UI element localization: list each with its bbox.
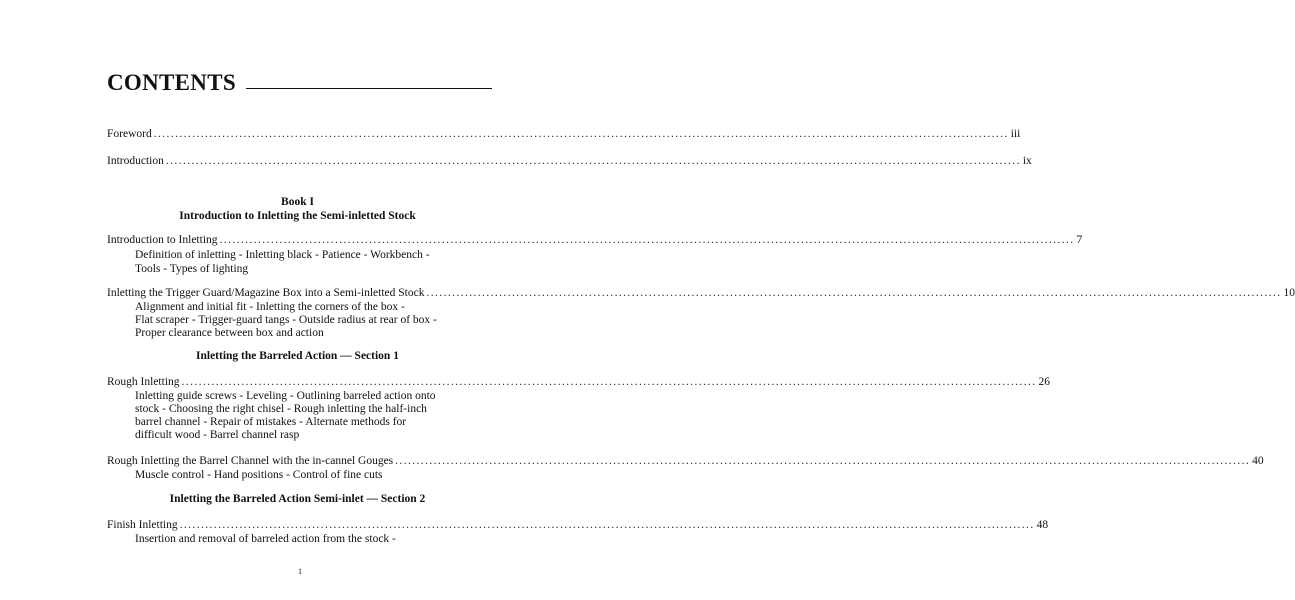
- toc-entry-description: stock - Choosing the right chisel - Rough inletting the half-inch: [135, 403, 427, 415]
- toc-entry-description: Definition of inletting - Inletting black - Patience - Workbench -: [135, 249, 430, 261]
- dot-leader: ........................................................................................................................................................................................................: [395, 455, 1251, 467]
- toc-entry-description: difficult wood - Barrel channel rasp: [135, 429, 300, 441]
- toc-entry-description: Insertion and removal of barreled action from the stock -: [135, 533, 396, 545]
- toc-entry-trigger-guard[interactable]: [107, 287, 1295, 300]
- toc-entry-description: Inletting guide screws - Leveling - Outlining barreled action onto: [135, 390, 436, 402]
- toc-entry-page: 26: [1038, 376, 1051, 388]
- page-number: 1: [298, 567, 302, 576]
- dot-leader: ........................................................................................................................................................................................................: [181, 376, 1037, 388]
- book-subtitle: Introduction to Inletting the Semi-inletted Stock: [179, 210, 416, 222]
- toc-entry-page: 48: [1036, 519, 1049, 531]
- toc-entry-introduction[interactable]: [107, 155, 1032, 168]
- toc-entry-label: Rough Inletting the Barrel Channel with the in-cannel Gouges: [107, 455, 394, 467]
- toc-entry-label: Inletting the Trigger Guard/Magazine Box into a Semi-inletted Stock: [107, 287, 425, 299]
- toc-entry-finish-inletting[interactable]: [107, 519, 1049, 532]
- toc-entry-page: 7: [1076, 234, 1083, 246]
- dot-leader: ........................................................................................................................................................................................................: [219, 234, 1075, 246]
- toc-entry-page: 10: [1283, 287, 1295, 299]
- toc-entry-page: ix: [1022, 155, 1032, 167]
- dot-leader: ........................................................................................................................................................................................................: [426, 287, 1282, 299]
- toc-entry-page: iii: [1010, 128, 1021, 140]
- toc-entry-label: Rough Inletting: [107, 376, 180, 388]
- toc-entry-intro-inletting[interactable]: [107, 234, 1083, 247]
- section-heading-2: Inletting the Barreled Action Semi-inlet — Section 2: [169, 493, 426, 505]
- toc-entry-label: Finish Inletting: [107, 519, 178, 531]
- toc-entry-rough-inletting[interactable]: [107, 376, 1051, 389]
- toc-entry-foreword[interactable]: [107, 128, 1021, 141]
- dot-leader: ........................................................................................................................................................................................................: [153, 128, 1009, 140]
- book-heading: Book I: [281, 196, 314, 208]
- dot-leader: ........................................................................................................................................................................................................: [179, 519, 1035, 531]
- toc-entry-description: barrel channel - Repair of mistakes - Alternate methods for: [135, 416, 407, 428]
- section-heading-1: Inletting the Barreled Action — Section 1: [196, 350, 399, 362]
- toc-entry-description: Muscle control - Hand positions - Control of fine cuts: [135, 469, 383, 481]
- toc-entry-description: Alignment and initial fit - Inletting the corners of the box -: [135, 301, 405, 313]
- toc-entry-rough-barrel-channel[interactable]: [107, 455, 1264, 468]
- toc-entry-description: Tools - Types of lighting: [135, 263, 249, 275]
- page-title: CONTENTS: [107, 70, 236, 95]
- toc-entry-description: Flat scraper - Trigger-guard tangs - Outside radius at rear of box -: [135, 314, 437, 326]
- toc-entry-description: Proper clearance between box and action: [135, 327, 324, 339]
- title-rule: [246, 88, 492, 89]
- toc-entry-label: Introduction to Inletting: [107, 234, 218, 246]
- toc-entry-label: Foreword: [107, 128, 152, 140]
- dot-leader: ........................................................................................................................................................................................................: [165, 155, 1021, 167]
- contents-header: [107, 66, 492, 94]
- toc-entry-page: 40: [1252, 455, 1264, 467]
- toc-entry-label: Introduction: [107, 155, 164, 167]
